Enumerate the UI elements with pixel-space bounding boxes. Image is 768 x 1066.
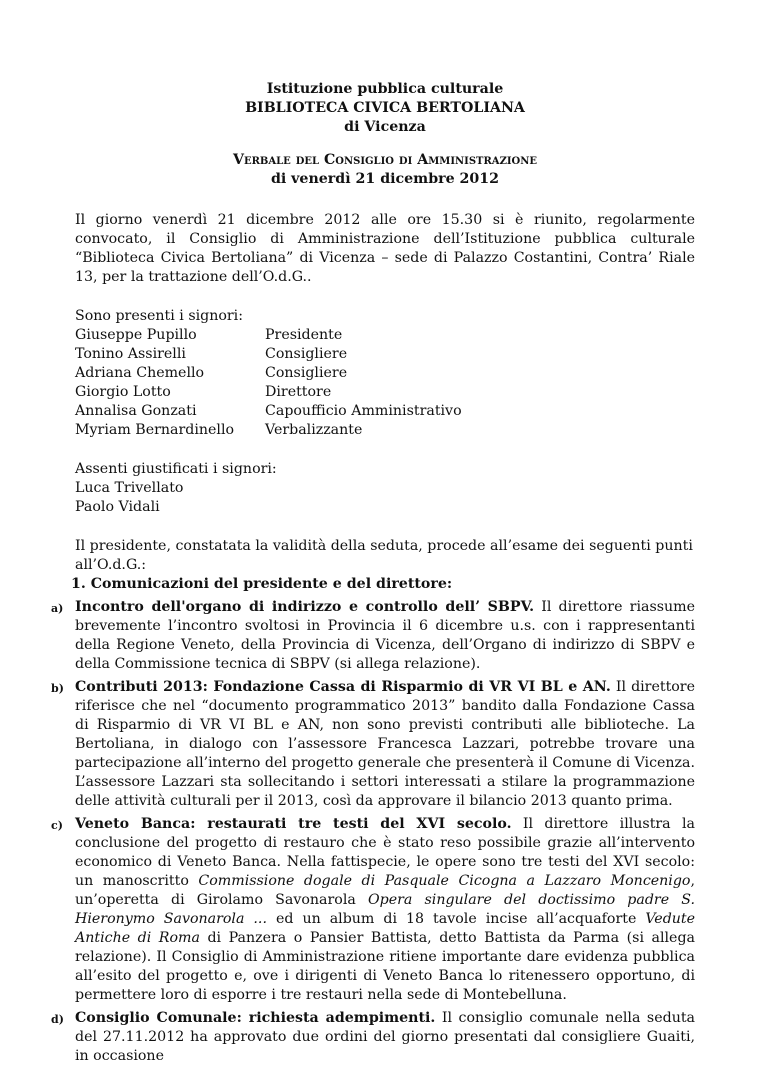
absent-member: Paolo Vidali	[75, 499, 160, 515]
item-title: Veneto Banca: restaurati tre testi del XVI secolo.	[75, 816, 512, 832]
intro-paragraph: Il giorno venerdì 21 dicembre 2012 alle ore 15.30 si è riunito, regolarmente convocato, il Consiglio di Amministrazione dell’Istituzione pubblica culturale “Biblioteca Civica Bertoliana” di Vicenza – sede di Palazzo Costantini, Contra’ Riale 13, per la trattazione dell’O.d.G..	[75, 212, 695, 285]
absent-member: Luca Trivellato	[75, 480, 184, 496]
agenda-item-d	[51, 1009, 695, 1066]
item-text: Il direttore riferisce che nel “documento programmatico 2013” bandito dalla Fondazione Cassa di Risparmio di VR VI BL e AN, non sono previsti contributi alle biblioteche. La Bertoliana, in dialogo con l’assessore Francesca Lazzari, potrebbe trovare una partecipazione all’interno del progetto generale che presenterà il Comune di Vicenza. L’assessore Lazzari sta sollecitando i settori interessati a stilare la programmazione delle attività culturali per il 2013, così da approvare il bilancio 2013 quanto prima.	[75, 679, 695, 809]
item-label: a)	[51, 602, 64, 615]
booklet-title: Opera singulare del doctissimo padre S. Hieronymo Savonarola ...	[75, 892, 695, 927]
present-label: Sono presenti i signori:	[75, 308, 243, 324]
member-row	[75, 364, 695, 383]
item-label: c)	[51, 819, 63, 832]
item-title: Incontro dell'organo di indirizzo e controllo dell’ SBPV.	[75, 599, 535, 615]
agenda-item-c	[51, 815, 696, 1005]
member-name: Myriam Bernardinello	[75, 422, 235, 438]
member-row	[75, 345, 695, 364]
member-name: Giorgio Lotto	[75, 384, 171, 400]
document-title: Verbale del Consiglio di Amministrazione	[232, 152, 538, 168]
item-label: b)	[51, 682, 64, 695]
document-page	[51, 80, 696, 1066]
member-role: Direttore	[265, 384, 332, 400]
member-name: Giuseppe Pupillo	[75, 327, 197, 343]
member-row	[75, 402, 695, 421]
member-row	[75, 326, 695, 345]
member-name: Adriana Chemello	[75, 365, 205, 381]
item-title: Consiglio Comunale: richiesta adempimenti.	[75, 1010, 436, 1026]
manuscript-title: Commissione dogale di Pasquale Cicogna a Lazzaro Moncenigo	[198, 873, 691, 889]
item-text: Il consiglio comunale nella seduta del 27.11.2012 ha approvato due ordini del giorno presentati dal consigliere Guaiti, in occasione	[75, 1010, 695, 1064]
member-role: Verbalizzante	[265, 422, 363, 438]
present-list	[75, 307, 695, 440]
album-title: Vedute Antiche di Roma	[75, 911, 696, 946]
member-role: Consigliere	[265, 365, 348, 381]
absent-list	[75, 460, 695, 517]
member-role: Presidente	[265, 327, 343, 343]
city-line: di Vicenza	[344, 119, 426, 135]
member-role: Consigliere	[265, 346, 348, 362]
library-name: BIBLIOTECA CIVICA BERTOLIANA	[245, 100, 525, 116]
agenda-intro: Il presidente, constatata la validità della seduta, procede all’esame dei seguenti punti all’O.d.G.:	[75, 538, 693, 573]
absent-label: Assenti giustificati i signori:	[75, 461, 277, 477]
member-row	[75, 383, 695, 402]
member-row	[75, 421, 695, 440]
agenda-item-a	[51, 598, 695, 674]
item-text: Il direttore riassume brevemente l’incontro svoltosi in Provincia il 6 dicembre u.s. con i rappresentanti della Regione Veneto, della Provincia di Vicenza, dell’Organo di indirizzo di SBPV e della Commissione tecnica di SBPV (si allega relazione).	[75, 599, 695, 672]
member-role: Capoufficio Amministrativo	[265, 403, 462, 419]
agenda-item-b	[51, 678, 695, 811]
item-text: Il direttore illustra la conclusione del progetto di restauro che è stato reso possibile grazie all’intervento economico di Veneto Banca. Nella fattispecie, le opere sono tre testi del XVI secolo: un manoscritto	[75, 816, 695, 889]
item-label: d)	[51, 1013, 64, 1026]
section-heading: 1. Comunicazioni del presidente e del direttore:	[71, 576, 453, 592]
item-title: Contributi 2013: Fondazione Cassa di Risparmio di VR VI BL e AN.	[75, 679, 611, 695]
item-text: , un’operetta di Girolamo Savonarola	[75, 873, 695, 908]
section-title: 1. Comunicazioni del presidente e del direttore	[71, 576, 447, 592]
member-name: Annalisa Gonzati	[75, 403, 197, 419]
item-text: di Panzera o Pansier Battista, detto Battista da Parma (si allega relazione). Il Consiglio di Amministrazione ritiene importante dare evidenza pubblica all’esito del progetto e, ove i dirigenti di Veneto Banca lo ritenessero opportuno, di permettere loro di esporre i tre restauri nella sede di Montebelluna.	[75, 930, 695, 1003]
item-text: ed un album di 18 tavole incise all’acquaforte	[266, 911, 646, 927]
member-name: Tonino Assirelli	[75, 346, 186, 362]
document-date: di venerdì 21 dicembre 2012	[270, 171, 500, 187]
institution-line: Istituzione pubblica culturale	[266, 81, 504, 97]
